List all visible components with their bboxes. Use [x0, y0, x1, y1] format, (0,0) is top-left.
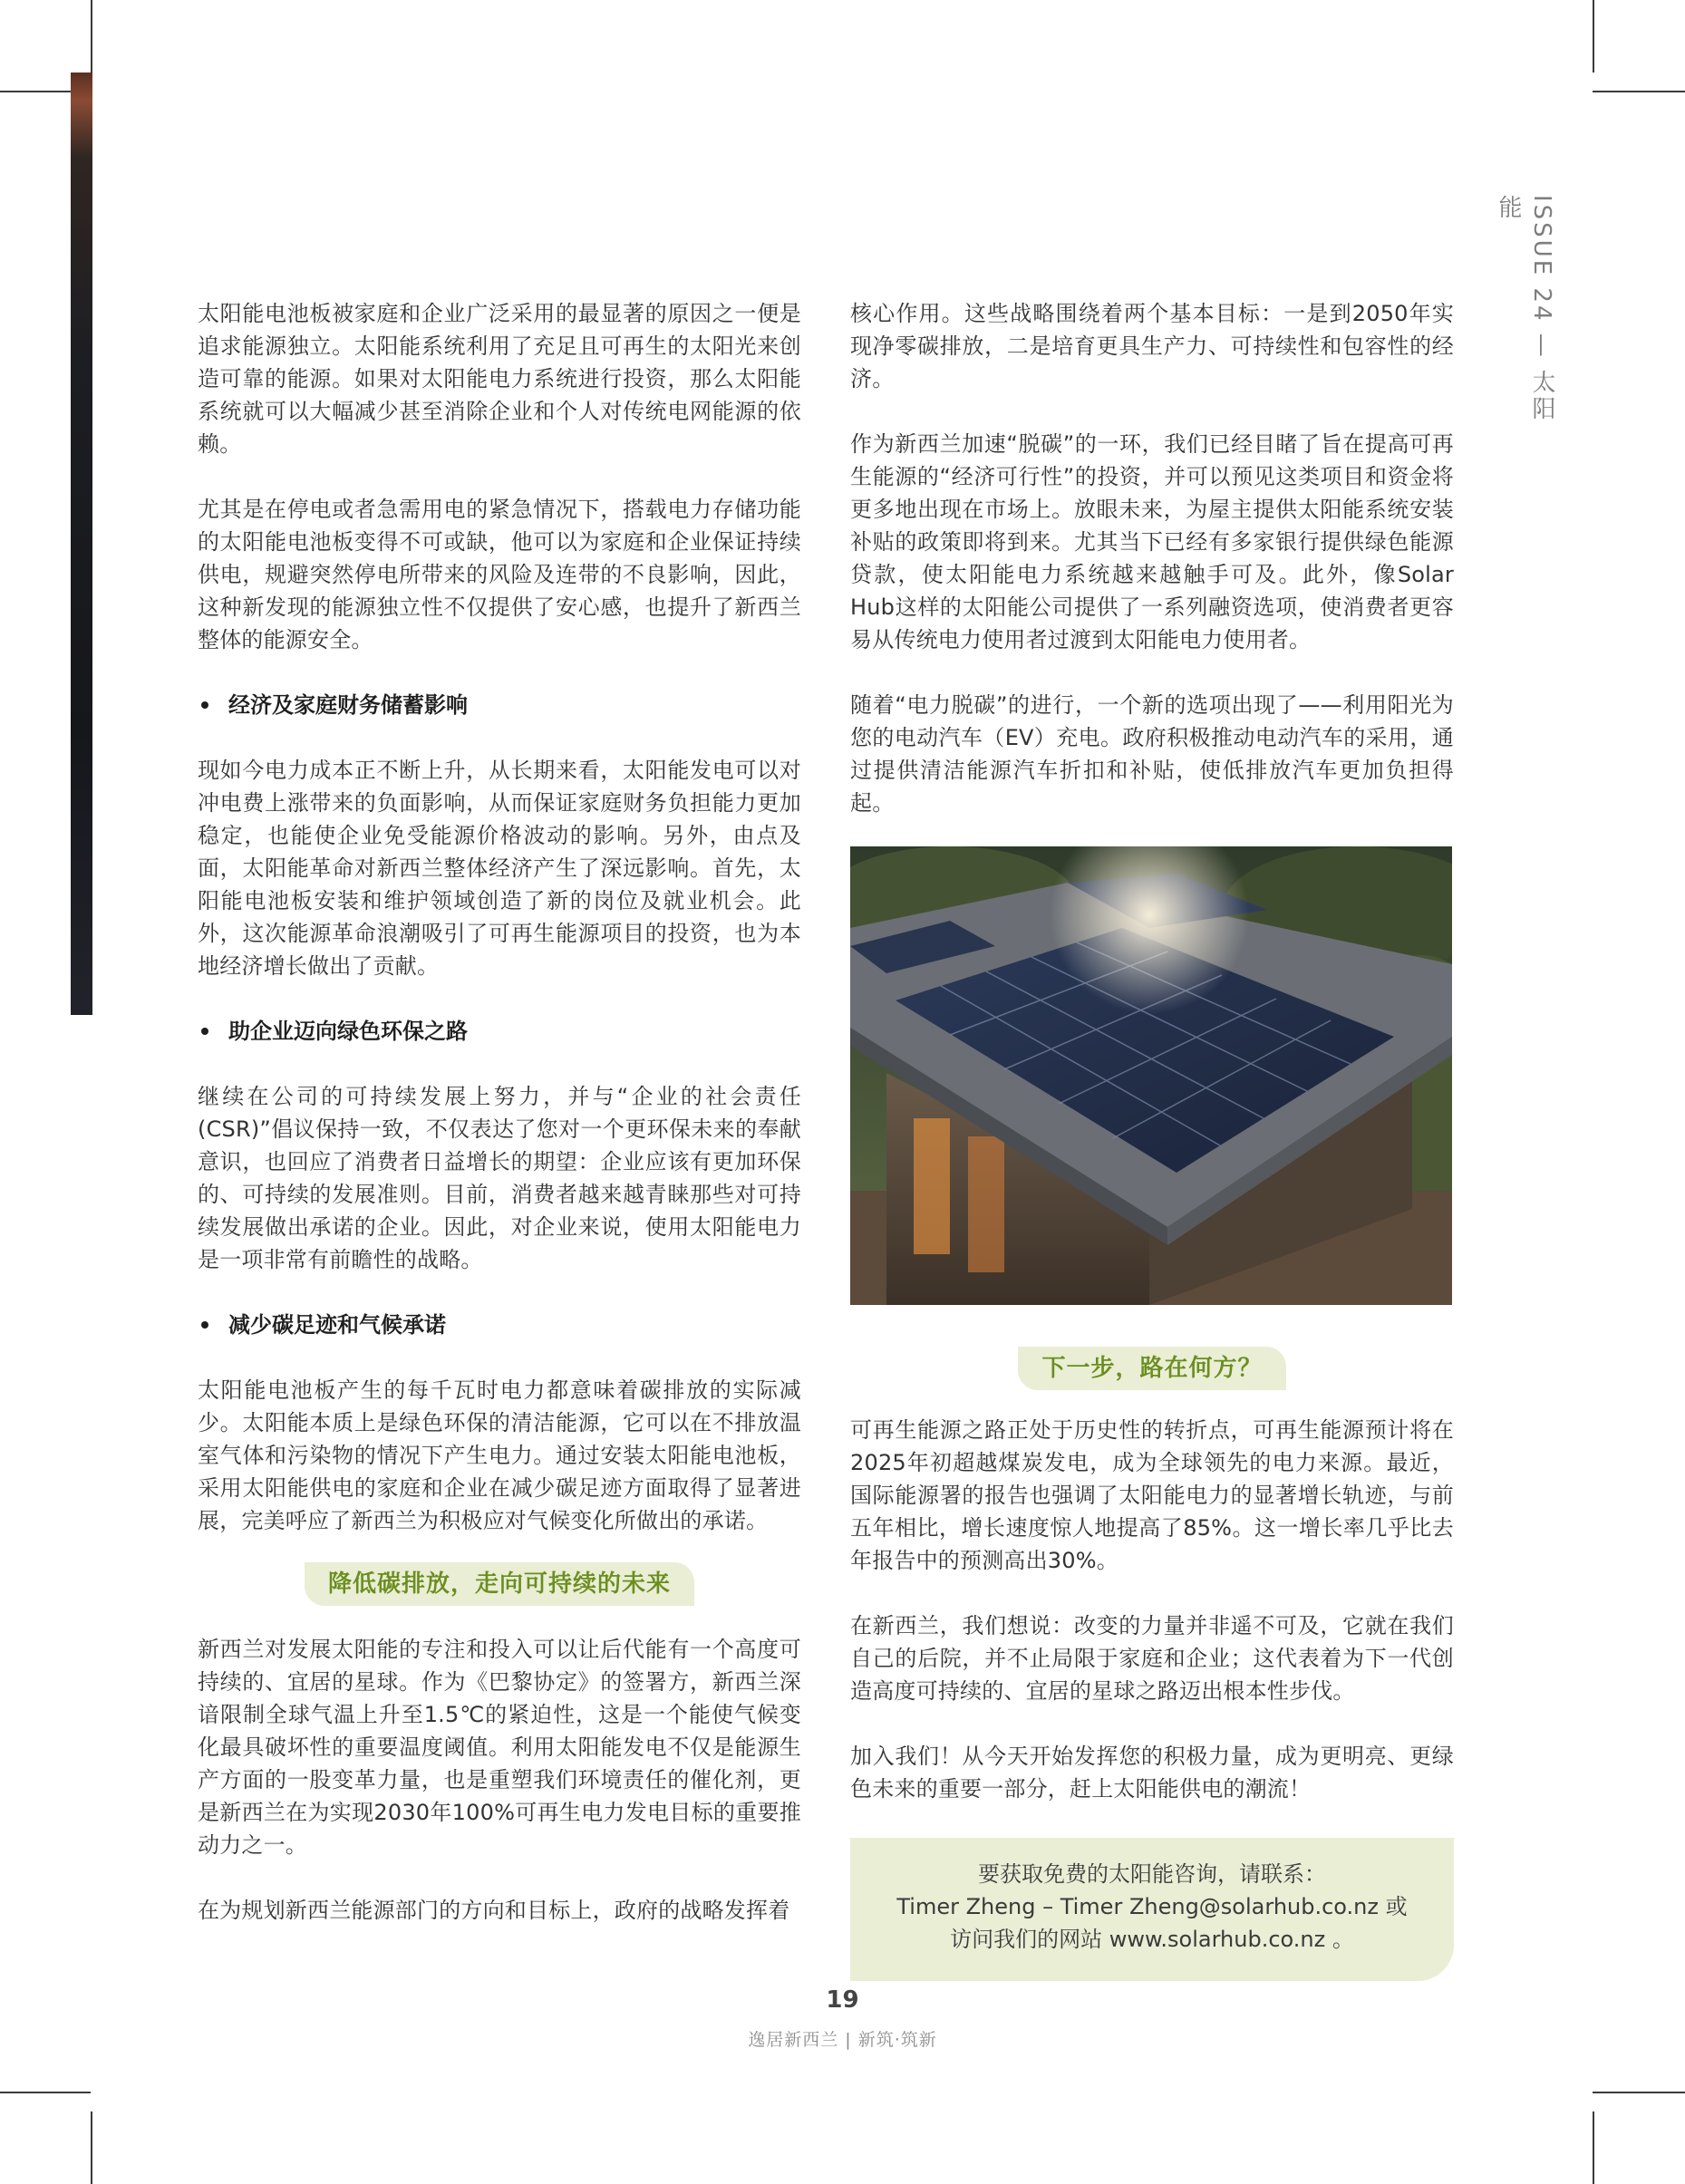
paragraph: 新西兰对发展太阳能的专注和投入可以让后代能有一个高度可持续的、宜居的星球。作为《巴黎协定》的签署方，新西兰深谙限制全球气温上升至1.5℃的紧迫性，这是一个能使气候变化最具破坏性的重要温度阈值。利用太阳能发电不仅是能源生产方面的一股变革力量，也是重塑我们环境责任的催化剂，更是新西兰在为实现2030年100%可再生电力发电目标的重要推动力之一。	[198, 1637, 801, 1858]
crop-mark	[91, 2112, 92, 2184]
crop-mark	[1593, 91, 1685, 92]
solar-house-illustration	[850, 846, 1452, 1305]
section-heading-wrap	[850, 1347, 1454, 1390]
paragraph: 太阳能电池板被家庭和企业广泛采用的最显著的原因之一便是追求能源独立。太阳能系统利用了充足且可再生的太阳光来创造可靠的能源。如果对太阳能电力系统进行投资，那么太阳能系统就可以大幅减少甚至消除企业和个人对传统电网能源的依赖。	[198, 301, 801, 457]
paragraph: 核心作用。这些战略围绕着两个基本目标：一是到2050年实现净零碳排放，二是培育更具生产力、可持续性和包容性的经济。	[850, 301, 1454, 391]
bullet-heading	[201, 689, 801, 721]
bullet-heading-text: 助企业迈向绿色环保之路	[228, 1019, 468, 1044]
publication-name: 逸居新西兰 | 新筑·筑新	[748, 2030, 937, 2050]
crop-mark	[1593, 2092, 1685, 2093]
crop-mark	[0, 2092, 91, 2093]
paragraph: 继续在公司的可持续发展上努力，并与“企业的社会责任(CSR)”倡议保持一致，不仅表达了您对一个更环保未来的奉献意识，也回应了消费者日益增长的期望：企业应该有更加环保的、可持续的发展准则。目前，消费者越来越青睐那些对可持续发展做出承诺的企业。因此，对企业来说，使用太阳能电力是一项非常有前瞻性的战略。	[198, 1084, 801, 1272]
section-heading: 降低碳排放，走向可持续的未来	[305, 1562, 694, 1606]
paragraph: 作为新西兰加速“脱碳”的一环，我们已经目睹了旨在提高可再生能源的“经济可行性”的投资，并可以预见这类项目和资金将更多地出现在市场上。放眼未来，为屋主提供太阳能系统安装补贴的政策即将到来。尤其当下已经有多家银行提供绿色能源贷款，使太阳能电力系统越来越触手可及。此外，像Solar Hub这样的太阳能公司提供了一系列融资选项，使消费者更容易从传统电力使用者过渡到太阳能电力使用者。	[850, 431, 1454, 652]
solar-roof-photo	[850, 846, 1452, 1305]
bullet-icon	[201, 1028, 208, 1035]
left-column	[198, 297, 801, 1927]
crop-mark	[1593, 0, 1594, 72]
right-column	[850, 297, 1454, 1981]
contact-line: Timer Zheng – Timer Zheng@solarhub.co.nz 或	[896, 1894, 1408, 1919]
bullet-heading	[201, 1309, 801, 1341]
paragraph: 在新西兰，我们想说：改变的力量并非遥不可及，它就在我们自己的后院，并不止局限于家庭和企业；这代表着为下一代创造高度可持续的、宜居的星球之路迈出根本性步伐。	[850, 1613, 1454, 1704]
section-heading-wrap	[198, 1562, 801, 1606]
bullet-icon	[201, 1321, 208, 1329]
paragraph: 加入我们！从今天开始发挥您的积极力量，成为更明亮、更绿色未来的重要一部分，赶上太阳能供电的潮流！	[850, 1744, 1454, 1802]
bleed-image-strip	[71, 72, 92, 1015]
section-heading: 下一步，路在何方？	[1018, 1347, 1285, 1390]
contact-line: 访问我们的网站 www.solarhub.co.nz 。	[950, 1927, 1354, 1952]
contact-line: 要获取免费的太阳能咨询，请联系：	[978, 1861, 1326, 1887]
paragraph: 现如今电力成本正不断上升，从长期来看，太阳能发电可以对冲电费上涨带来的负面影响，从而保证家庭财务负担能力更加稳定，也能使企业免受能源价格波动的影响。另外，由点及面，太阳能革命对新西兰整体经济产生了深远影响。首先，太阳能电池板安装和维护领域创造了新的岗位及就业机会。此外，这次能源革命浪潮吸引了可再生能源项目的投资，也为本地经济增长做出了贡献。	[198, 758, 801, 979]
paragraph: 太阳能电池板产生的每千瓦时电力都意味着碳排放的实际减少。太阳能本质上是绿色环保的清洁能源，它可以在不排放温室气体和污染物的情况下产生电力。通过安装太阳能电池板，采用太阳能供电的家庭和企业在减少碳足迹方面取得了显著进展，完美呼应了新西兰为积极应对气候变化所做出的承诺。	[198, 1377, 801, 1533]
paragraph: 随着“电力脱碳”的进行，一个新的选项出现了——利用阳光为您的电动汽车（EV）充电。政府积极推动电动汽车的采用，通过提供清洁能源汽车折扣和补贴，使低排放汽车更加负担得起。	[850, 692, 1454, 816]
bullet-heading-text: 经济及家庭财务储蓄影响	[228, 692, 468, 718]
bullet-heading-text: 减少碳足迹和气候承诺	[228, 1312, 446, 1338]
page-number: 19	[826, 1986, 859, 2014]
contact-box	[850, 1838, 1454, 1981]
crop-mark	[91, 0, 92, 72]
bullet-heading	[201, 1015, 801, 1048]
bullet-icon	[201, 701, 208, 709]
issue-label: ISSUE 24 — 太阳能	[1495, 195, 1555, 423]
crop-mark	[1593, 2112, 1594, 2184]
paragraph: 在为规划新西兰能源部门的方向和目标上，政府的战略发挥着	[198, 1898, 790, 1923]
paragraph: 可再生能源之路正处于历史性的转折点，可再生能源预计将在2025年初超越煤炭发电，成为全球领先的电力来源。最近，国际能源署的报告也强调了太阳能电力的显著增长轨迹，与前五年相比，增长速度惊人地提高了85%。这一增长率几乎比去年报告中的预测高出30%。	[850, 1417, 1454, 1573]
paragraph: 尤其是在停电或者急需用电的紧急情况下，搭载电力存储功能的太阳能电池板变得不可或缺，他可以为家庭和企业保证持续供电，规避突然停电所带来的风险及连带的不良影响，因此，这种新发现的能源独立性不仅提供了安心感，也提升了新西兰整体的能源安全。	[198, 497, 801, 652]
